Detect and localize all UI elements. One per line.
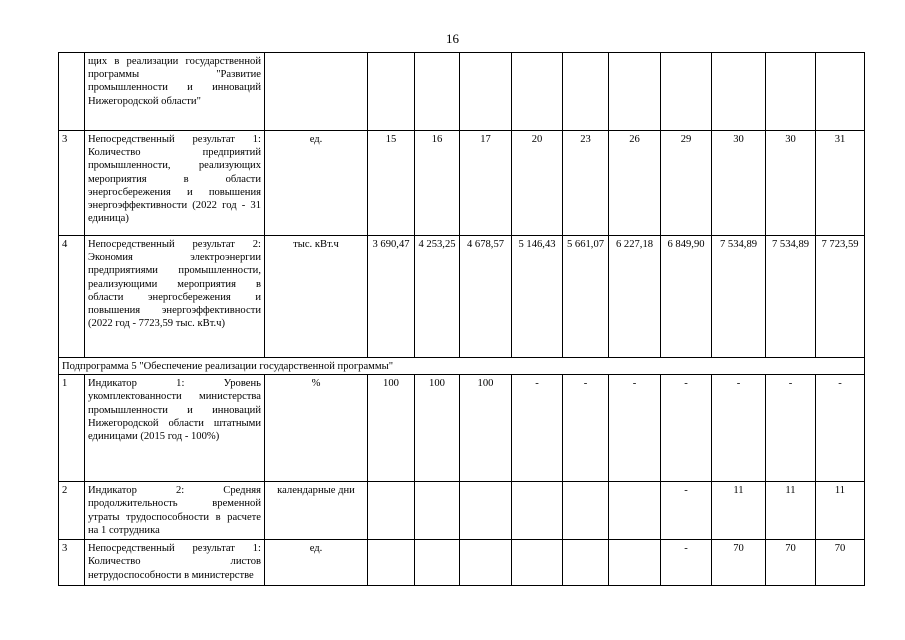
value-cell (609, 482, 661, 540)
value-cell: 11 (766, 482, 816, 540)
value-cell: 6 849,90 (661, 236, 712, 358)
indicator-description: Индикатор 2: Средняя продолжительность временной утраты трудоспособности в расчете на 1 сотрудника (85, 482, 265, 540)
value-cell: - (816, 375, 865, 482)
row-number: 3 (59, 540, 85, 586)
unit-cell (265, 53, 368, 131)
value-cell (415, 482, 460, 540)
value-cell (415, 53, 460, 131)
value-cell: 15 (368, 131, 415, 236)
value-cell: 17 (460, 131, 512, 236)
unit-cell: календарные дни (265, 482, 368, 540)
table-row (59, 540, 865, 586)
value-cell: - (712, 375, 766, 482)
value-cell: 7 723,59 (816, 236, 865, 358)
value-cell (460, 540, 512, 586)
value-cell (609, 540, 661, 586)
value-cell: 5 661,07 (563, 236, 609, 358)
value-cell: 100 (460, 375, 512, 482)
value-cell (512, 540, 563, 586)
value-cell: 11 (712, 482, 766, 540)
value-cell (368, 540, 415, 586)
indicator-description: Непосредственный результат 1: Количество предприятий промышленности, реализующих мероприятия в области энергосбережения и повышения энергоэффективности (2022 год - 31 единица) (85, 131, 265, 236)
row-number (59, 53, 85, 131)
value-cell (609, 53, 661, 131)
value-cell (712, 53, 766, 131)
row-number: 3 (59, 131, 85, 236)
value-cell: 100 (415, 375, 460, 482)
unit-cell: ед. (265, 540, 368, 586)
page-number: 16 (446, 31, 459, 46)
value-cell (512, 53, 563, 131)
value-cell: 26 (609, 131, 661, 236)
indicator-description: Индикатор 1: Уровень укомплектованности министерства промышленности и инноваций Нижегородской области штатными единицами (2015 год - 100%) (85, 375, 265, 482)
unit-cell: % (265, 375, 368, 482)
value-cell: - (661, 375, 712, 482)
value-cell: - (766, 375, 816, 482)
value-cell: 30 (712, 131, 766, 236)
value-cell (368, 53, 415, 131)
section-row (59, 358, 865, 375)
value-cell: 5 146,43 (512, 236, 563, 358)
table-row (59, 375, 865, 482)
value-cell (563, 540, 609, 586)
value-cell: 30 (766, 131, 816, 236)
value-cell: - (661, 482, 712, 540)
value-cell: 70 (766, 540, 816, 586)
value-cell (368, 482, 415, 540)
value-cell: 3 690,47 (368, 236, 415, 358)
value-cell (415, 540, 460, 586)
value-cell (766, 53, 816, 131)
value-cell: 70 (712, 540, 766, 586)
value-cell: 100 (368, 375, 415, 482)
table-row (59, 53, 865, 131)
value-cell (563, 482, 609, 540)
value-cell: - (661, 540, 712, 586)
row-number: 4 (59, 236, 85, 358)
table-row (59, 131, 865, 236)
unit-cell: ед. (265, 131, 368, 236)
value-cell: 29 (661, 131, 712, 236)
value-cell (816, 53, 865, 131)
value-cell: 16 (415, 131, 460, 236)
value-cell: 70 (816, 540, 865, 586)
value-cell (460, 53, 512, 131)
indicators-table (58, 52, 865, 586)
row-number: 2 (59, 482, 85, 540)
value-cell (661, 53, 712, 131)
value-cell: 20 (512, 131, 563, 236)
value-cell (512, 482, 563, 540)
value-cell: 7 534,89 (712, 236, 766, 358)
value-cell (460, 482, 512, 540)
value-cell: 31 (816, 131, 865, 236)
value-cell: 6 227,18 (609, 236, 661, 358)
value-cell: 4 678,57 (460, 236, 512, 358)
value-cell: - (563, 375, 609, 482)
value-cell: 4 253,25 (415, 236, 460, 358)
table-row (59, 482, 865, 540)
value-cell: - (609, 375, 661, 482)
indicator-description: щих в реализации государственной программы "Развитие промышленности и инноваций Нижегородской области" (85, 53, 265, 131)
row-number: 1 (59, 375, 85, 482)
indicator-description: Непосредственный результат 2: Экономия электроэнергии предприятиями промышленности, реализующими мероприятия в области энергосбережения и повышения энергоэффективности (2022 год - 7723,59 тыс. кВт.ч) (85, 236, 265, 358)
value-cell: - (512, 375, 563, 482)
indicator-description: Непосредственный результат 1: Количество листов нетрудоспособности в министерстве (85, 540, 265, 586)
unit-cell: тыс. кВт.ч (265, 236, 368, 358)
section-title: Подпрограмма 5 "Обеспечение реализации государственной программы" (59, 358, 865, 375)
value-cell: 23 (563, 131, 609, 236)
table-row (59, 236, 865, 358)
value-cell (563, 53, 609, 131)
value-cell: 11 (816, 482, 865, 540)
value-cell: 7 534,89 (766, 236, 816, 358)
